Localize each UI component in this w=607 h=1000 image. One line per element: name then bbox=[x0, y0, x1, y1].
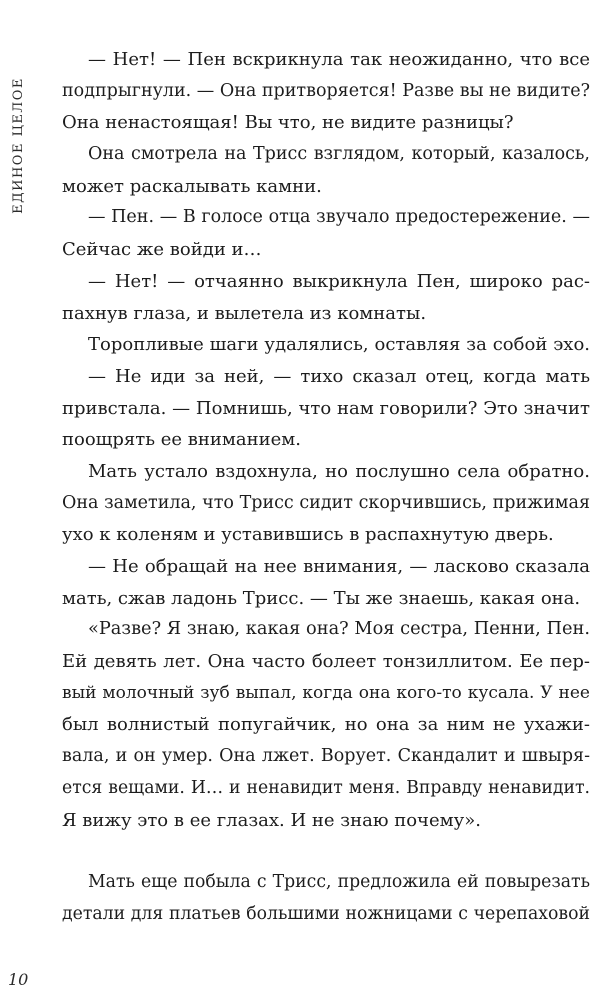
text-line: может раскалывать камни. bbox=[62, 175, 322, 197]
page-number: 10 bbox=[8, 970, 29, 989]
text-line: — Пен. — В голосе отца звучало предостережение. — bbox=[88, 207, 590, 228]
text-line: Она смотрела на Трисс взглядом, который, казалось, bbox=[88, 144, 590, 165]
text-line: детали для платьев большими ножницами с черепаховой bbox=[62, 903, 590, 924]
text-line: Она ненастоящая! Вы что, не видите разницы? bbox=[62, 112, 514, 134]
text-line: Торопливые шаги удалялись, оставляя за собой эхо. bbox=[88, 334, 590, 356]
running-head-text: ЕДИНОЕ ЦЕЛОЕ bbox=[10, 76, 26, 214]
text-line: Ей девять лет. Она часто болеет тонзиллитом. Ее пер- bbox=[62, 651, 590, 673]
text-line: Она заметила, что Трисс сидит скорчившись, прижимая bbox=[62, 492, 590, 513]
text-line: — Не иди за ней, — тихо сказал отец, когда мать bbox=[88, 365, 590, 387]
text-line: подпрыгнули. — Она притворяется! Разве вы не видите? bbox=[62, 80, 591, 101]
text-line: поощрять ее вниманием. bbox=[62, 429, 302, 451]
text-line: Мать еще побыла с Трисс, предложила ей повырезать bbox=[88, 872, 590, 893]
text-line: ется вещами. И… и ненавидит меня. Вправду ненавидит. bbox=[62, 777, 590, 798]
paragraph-gap bbox=[62, 836, 590, 867]
text-line: привстала. — Помнишь, что нам говорили? Это значит bbox=[62, 397, 590, 419]
text-line: вый молочный зуб выпал, когда она кого-то кусала. У нее bbox=[62, 682, 590, 703]
body-text bbox=[62, 44, 590, 931]
text-line: Сейчас же войди и… bbox=[62, 239, 262, 261]
text-line: пахнув глаза, и вылетела из комнаты. bbox=[62, 302, 427, 324]
running-head bbox=[3, 40, 33, 250]
text-line: Мать устало вздохнула, но послушно села обратно. bbox=[88, 460, 590, 482]
text-line: — Нет! — Пен вскрикнула так неожиданно, что все bbox=[88, 49, 590, 70]
text-line: мать, сжав ладонь Трисс. — Ты же знаешь, какая она. bbox=[62, 587, 581, 609]
text-line: — Нет! — отчаянно выкрикнула Пен, широко рас- bbox=[88, 270, 590, 292]
text-line: вала, и он умер. Она лжет. Ворует. Скандалит и швыря- bbox=[62, 746, 590, 767]
text-line: «Разве? Я знаю, какая она? Моя сестра, Пенни, Пен. bbox=[88, 619, 590, 640]
text-line: ухо к коленям и уставившись в распахнутую дверь. bbox=[62, 524, 554, 546]
text-line: был волнистый попугайчик, но она за ним не ухажи- bbox=[62, 714, 590, 736]
text-line: — Не обращай на нее внимания, — ласково сказала bbox=[88, 556, 590, 577]
text-line: Я вижу это в ее глазах. И не знаю почему». bbox=[62, 809, 481, 831]
